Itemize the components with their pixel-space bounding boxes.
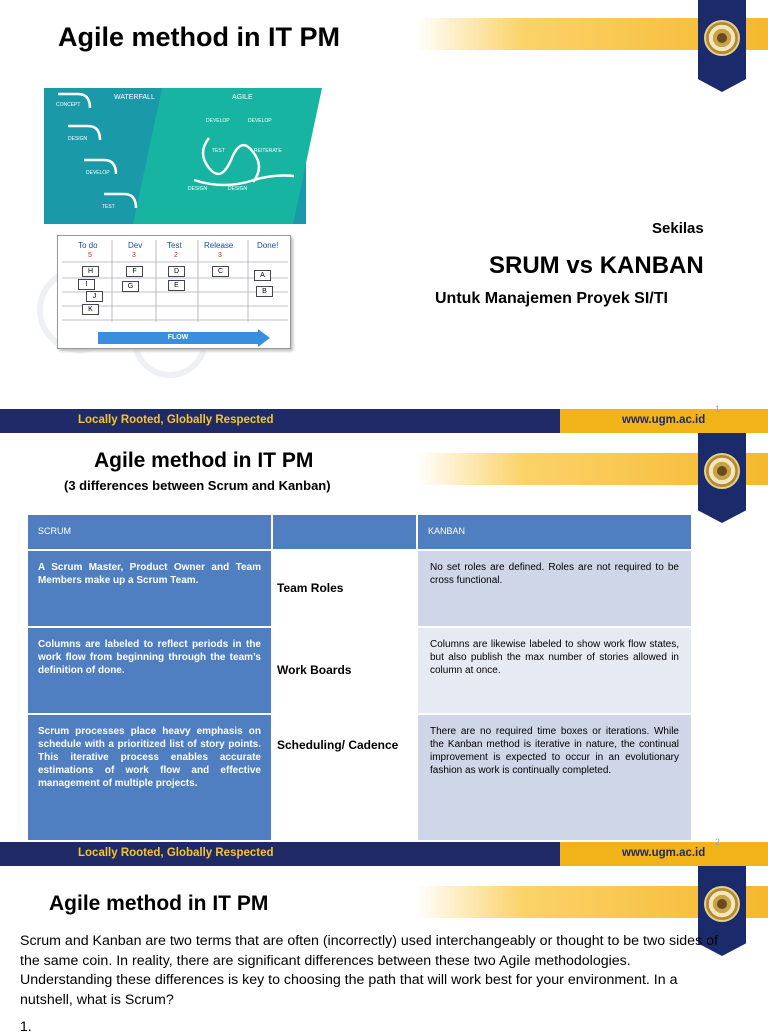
row3-aspect: Scheduling/ Cadence xyxy=(273,715,416,775)
board-card: D xyxy=(168,266,185,277)
table-header-kanban: KANBAN xyxy=(418,515,691,549)
footer-bar xyxy=(0,837,768,866)
waterfall-vs-agile-image xyxy=(44,88,306,224)
slide-title: Agile method in IT PM xyxy=(94,449,314,472)
ugm-seal-icon xyxy=(704,886,740,922)
row3-kanban: There are no required time boxes or iterations. While the Kanban method is iterative in nature, the continual improvement is expected to occur in an evolutionary fashion as work is continually completed. xyxy=(418,715,691,840)
board-col-test: Test xyxy=(167,241,182,250)
body-paragraph: Scrum and Kanban are two terms that are often (incorrectly) used interchangeably or thought to be two sides of the same coin. In reality, there are significant differences between these two Agile methodologies. Understanding these differences is key to choosing the path that will work best for your environment. In a nutshell, what is Scrum? xyxy=(20,933,718,1008)
board-col-dev: Dev xyxy=(128,241,143,250)
slide-title: Agile method in IT PM xyxy=(49,892,269,915)
slide-2 xyxy=(0,433,768,866)
board-card: I xyxy=(78,279,95,290)
board-card: G xyxy=(122,281,139,292)
board-card: H xyxy=(82,266,99,277)
agile-step-design-2: DESIGN xyxy=(228,186,248,192)
slide-1 xyxy=(0,0,768,433)
ugm-crest-logo xyxy=(698,0,746,92)
board-count-test: 2 xyxy=(174,252,178,259)
board-card: E xyxy=(168,280,185,291)
agile-step-design: DESIGN xyxy=(188,186,208,192)
row2-scrum: Columns are labeled to reflect periods in the work flow from beginning through the team’s definition of done. xyxy=(28,628,271,713)
board-card: A xyxy=(254,270,271,281)
table-header-blank xyxy=(273,515,416,549)
slide-title: Agile method in IT PM xyxy=(58,22,340,52)
list-marker: 1. xyxy=(20,1018,32,1034)
ugm-seal-icon xyxy=(704,20,740,56)
table-header-scrum: SCRUM xyxy=(28,515,271,549)
footer-url[interactable]: www.ugm.ac.id xyxy=(622,414,706,426)
board-card: J xyxy=(86,291,103,302)
agile-label: AGILE xyxy=(232,94,253,101)
footer-url[interactable]: www.ugm.ac.id xyxy=(622,847,706,859)
board-card: K xyxy=(82,304,99,315)
board-count-todo: 5 xyxy=(88,252,92,259)
board-col-done: Done! xyxy=(257,241,279,250)
wf-step-concept: CONCEPT xyxy=(56,102,81,108)
row3-scrum: Scrum processes place heavy emphasis on schedule with a prioritized list of story points. This iterative process enables accurate estimations of work flow and effective management of multiple projects. xyxy=(28,715,271,840)
row2-aspect: Work Boards xyxy=(273,628,416,713)
board-count-release: 3 xyxy=(218,252,222,259)
agile-step-reiterate: REITERATE xyxy=(254,148,282,154)
ugm-crest-logo xyxy=(698,433,746,523)
slide-subtitle: (3 differences between Scrum and Kanban) xyxy=(64,478,331,493)
board-col-todo: To do xyxy=(78,241,98,250)
ugm-seal-icon xyxy=(704,453,740,489)
kicker-text: Sekilas xyxy=(652,220,704,237)
subtitle: Untuk Manajemen Proyek SI/TI xyxy=(435,290,668,307)
footer-tagline: Locally Rooted, Globally Respected xyxy=(78,847,274,859)
flow-arrows xyxy=(44,88,306,224)
waterfall-label: WATERFALL xyxy=(114,94,155,101)
board-card: F xyxy=(126,266,143,277)
board-card: B xyxy=(256,286,273,297)
board-card: C xyxy=(212,266,229,277)
headline: SRUM vs KANBAN xyxy=(489,252,704,279)
kanban-board-image xyxy=(57,235,291,349)
agile-step-develop-2: DEVELOP xyxy=(248,118,272,124)
footer-tagline: Locally Rooted, Globally Respected xyxy=(78,414,274,426)
wf-step-develop: DEVELOP xyxy=(86,170,110,176)
board-count-dev: 3 xyxy=(132,252,136,259)
slide-3 xyxy=(0,866,768,1034)
page-number: 2 xyxy=(715,837,721,847)
agile-step-test: TEST xyxy=(212,148,225,154)
row2-kanban: Columns are likewise labeled to show work flow states, but also publish the max number of stories allowed in column at once. xyxy=(418,628,691,713)
wf-step-design: DESIGN xyxy=(68,136,88,142)
page-number: 1 xyxy=(715,404,721,414)
footer-bar xyxy=(0,404,768,433)
row1-aspect: Team Roles xyxy=(273,551,416,626)
row1-scrum: A Scrum Master, Product Owner and Team Members make up a Scrum Team. xyxy=(28,551,271,626)
wf-step-test: TEST xyxy=(102,204,115,210)
row1-kanban: No set roles are defined. Roles are not required to be cross functional. xyxy=(418,551,691,626)
board-col-release: Release xyxy=(204,241,234,250)
flow-arrow: FLOW xyxy=(98,332,258,344)
agile-step-develop: DEVELOP xyxy=(206,118,230,124)
